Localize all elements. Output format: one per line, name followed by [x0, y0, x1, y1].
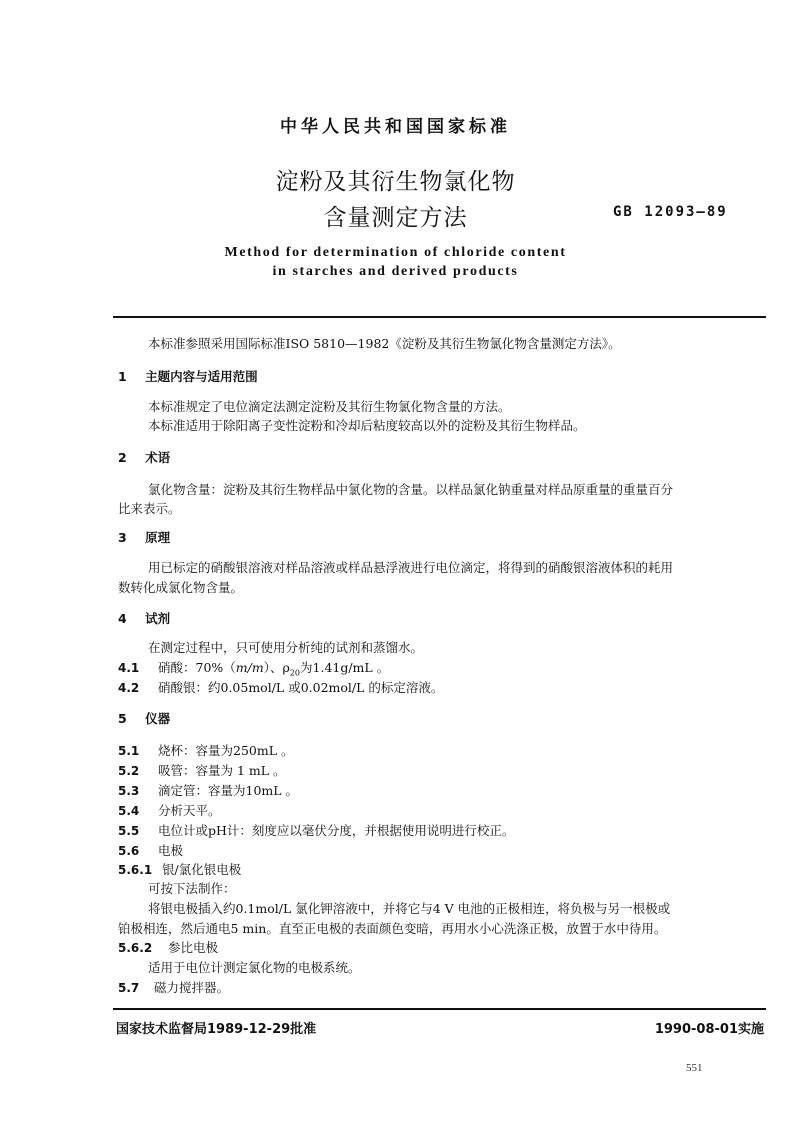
item-5-6: 5.6 电极	[118, 843, 184, 858]
section-3-paragraph-line1: 用已标定的硝酸银溶液对样品溶液或样品悬浮液进行电位滴定，将得到的硝酸银溶液体积的耗用	[148, 560, 674, 575]
item-5-6-1-paragraph-2-line1: 将银电极插入约0.1mol/L 氯化钾溶液中，并将它与4 V 电池的正极相连，将负极与另一根极或	[148, 901, 671, 916]
item-5-6-2: 5.6.2 参比电极	[118, 940, 219, 955]
footer-divider	[113, 1008, 766, 1010]
section-title: 试剂	[145, 611, 171, 626]
section-title: 仪器	[145, 711, 171, 726]
item-number: 4.1	[118, 661, 140, 675]
item-4-1: 4.1 硝酸：70%（m/m）、$\rho_{20}$为1.41g/mL 。	[118, 660, 390, 678]
national-standard-label: 中华人民共和国国家标准	[280, 117, 511, 137]
section-title: 主题内容与适用范围	[145, 369, 258, 384]
section-2-heading	[118, 448, 170, 466]
page-number: 551	[686, 1062, 703, 1074]
section-3-heading	[118, 528, 170, 546]
item-5-4: 5.4 分析天平。	[118, 803, 221, 818]
document-title-line1: 淀粉及其衍生物氯化物	[275, 169, 516, 195]
section-1-heading	[118, 367, 258, 385]
item-5-6-1-paragraph-1: 可按下法制作：	[148, 881, 236, 896]
document-title-line2: 含量测定方法	[323, 205, 468, 231]
section-number: 2	[118, 450, 127, 465]
item-5-6-1-paragraph-2-line2: 铂极相连，然后通电5 min。直至正电极的表面颜色变暗，再用水小心洗涤正极，放置于水中待用。	[118, 921, 667, 936]
section-title: 原理	[145, 530, 171, 545]
item-4-2: 4.2 硝酸银：约0.05mol/L 或0.02mol/L 的标定溶液。	[118, 680, 444, 695]
section-1-paragraph-2: 本标准适用于除阳离子变性淀粉和冷却后粘度较高以外的淀粉及其衍生物样品。	[148, 418, 586, 433]
section-number: 3	[118, 530, 127, 545]
section-2-paragraph-line1: 氯化物含量：淀粉及其衍生物样品中氯化物的含量。以样品氯化钠重量对样品原重量的重量百分	[148, 482, 674, 497]
effective-date: 1990-08-01实施	[654, 1022, 764, 1037]
item-5-7: 5.7 磁力搅拌器。	[118, 980, 230, 995]
intro-paragraph: 本标准参照采用国际标准ISO 5810—1982《淀粉及其衍生物氯化物含量测定方法》。	[148, 336, 621, 351]
header-divider	[113, 316, 766, 318]
section-3-paragraph-line2: 数转化成氯化物含量。	[118, 580, 244, 595]
item-5-1: 5.1 烧杯：容量为250mL 。	[118, 743, 294, 758]
section-number: 5	[118, 711, 127, 726]
approval-date: 国家技术监督局1989-12-29批准	[116, 1022, 317, 1037]
english-title-line1: Method for determination of chloride content	[224, 245, 567, 260]
item-5-5: 5.5 电位计或pH计：刻度应以毫伏分度，并根据使用说明进行校正。	[118, 823, 515, 838]
item-5-2: 5.2 吸管：容量为 1 mL 。	[118, 763, 286, 778]
section-4-paragraph: 在测定过程中，只可使用分析纯的试剂和蒸馏水。	[148, 640, 424, 655]
section-number: 1	[118, 369, 127, 384]
section-number: 4	[118, 611, 127, 626]
item-5-6-1: 5.6.1 银/氯化银电极	[118, 862, 242, 877]
section-title: 术语	[145, 450, 171, 465]
english-title-line2: in starches and derived products	[272, 264, 519, 279]
item-5-3: 5.3 滴定管：容量为10mL 。	[118, 783, 299, 798]
item-5-6-2-paragraph: 适用于电位计测定氯化物的电极系统。	[148, 960, 361, 975]
standard-number: GB 12093—89	[613, 204, 728, 220]
item-number: 4.2	[118, 681, 140, 695]
section-2-paragraph-line2: 比来表示。	[118, 501, 181, 516]
section-1-paragraph-1: 本标准规定了电位滴定法测定淀粉及其衍生物氯化物含量的方法。	[148, 399, 511, 414]
section-5-heading	[118, 709, 170, 727]
section-4-heading	[118, 609, 170, 627]
